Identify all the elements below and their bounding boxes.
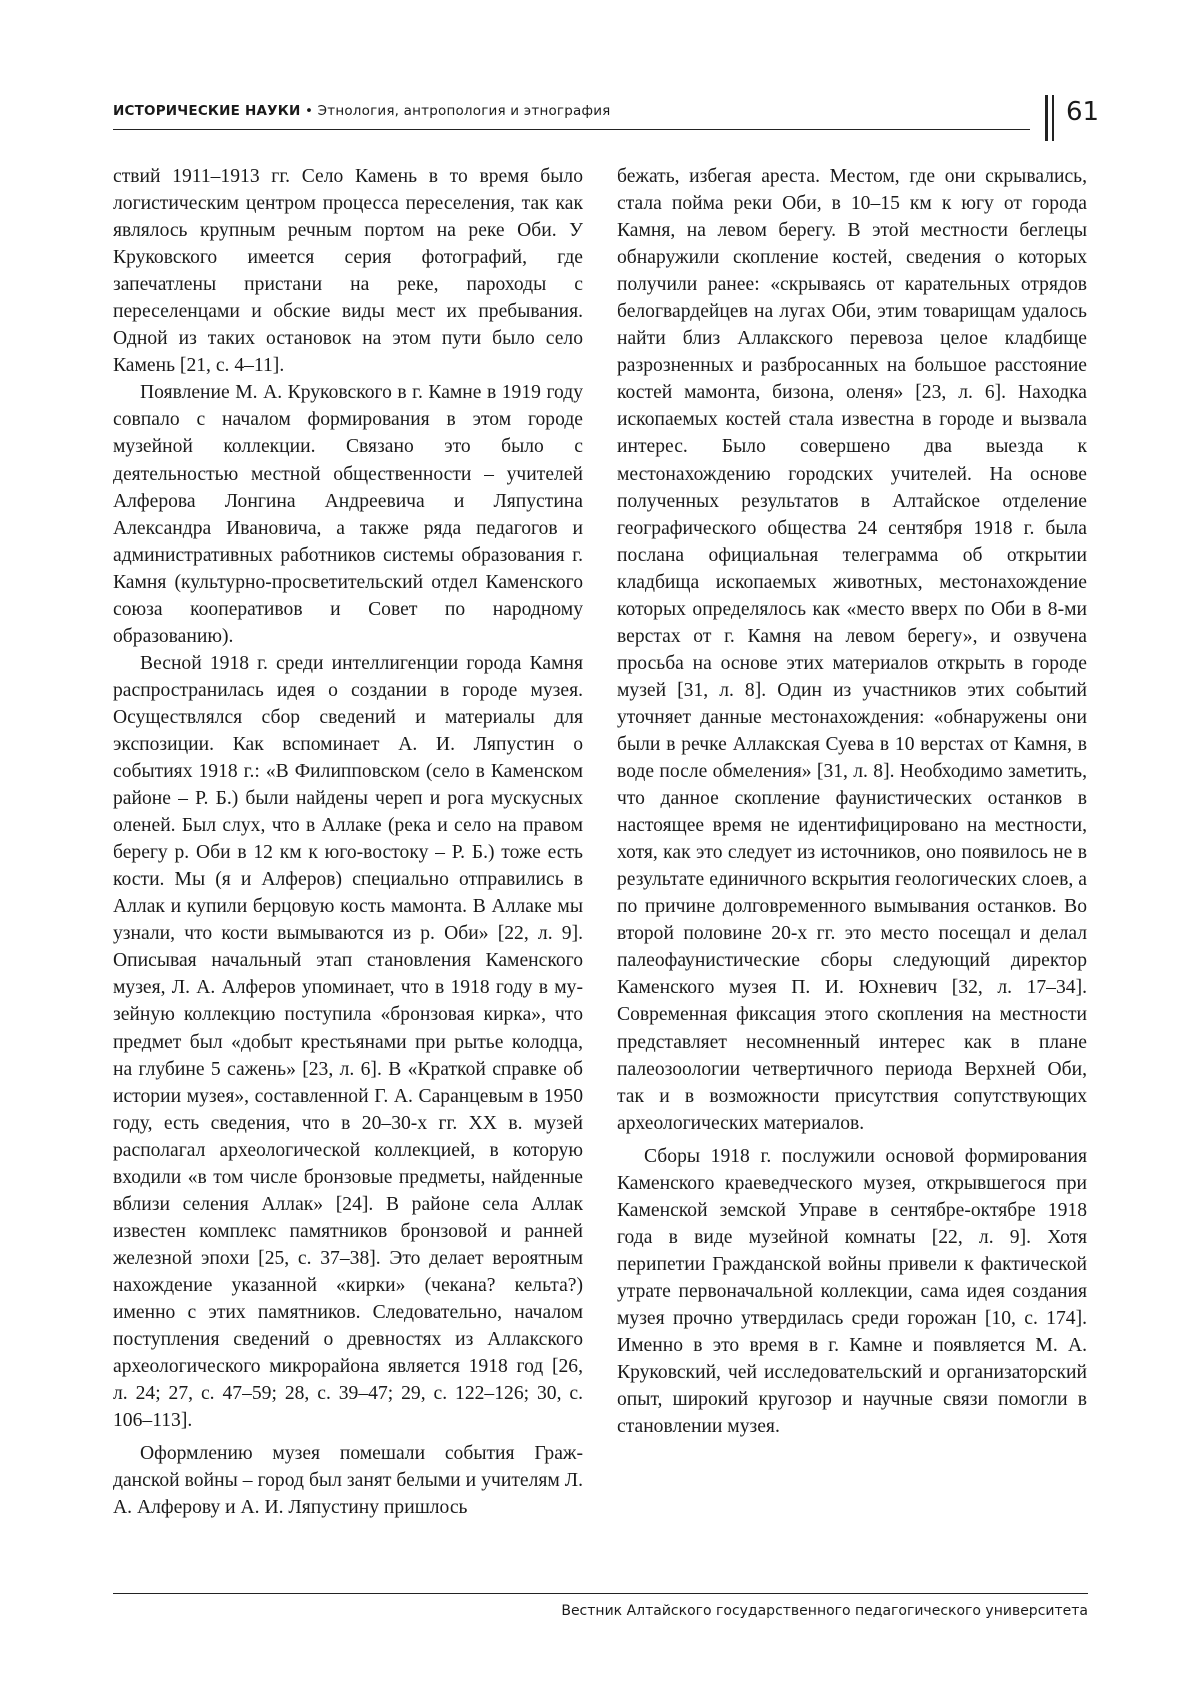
- right-paragraph-1: бежать, избегая ареста. Местом, где они скрывались, стала пойма реки Оби, в 10–15 км к югу от города Камня, на левом берегу. В этой местности беглецы обнаружили скопление костей, сведения о которых получили ранее: «скрываясь от карательных отрядов белогвардейцев на лугах Оби, этим товарищам удалось найти близ Аллакского перевоза целое кладбище разрозненных и разбросанных на большое расстояние костей мамонта, бизона, оленя» [23, л. 6]. Находка ископаемых костей стала известна в городе и вызвала интерес. Было совершено два выезда к местонахождению городских учителей. На основе полученных результатов в Алтайское отделение географического общества 24 сентября 1918 г. была послана официальная телеграмма об открытии кладбища ископаемых животных, местонахождение которых определялось как «место вверх по Оби в 8-ми верстах от г. Камня на левом берегу», и озвучена просьба на основе этих материалов открыть в городе музей [31, л. 8]. Один из участников этих событий уточняет данные местонахождения: «обнаружены они были в речке Аллакская Суева в 10 верстах от Камня, в воде после обмеления» [31, л. 8]. Необходимо заметить, что данное скопление фаунистических останков в настоящее время не идентифицировано на местности, хотя, как это следует из источников, оно появилось не в результате единичного вскрытия геологических слоев, а по причине долговременного вымывания останков. Во второй половине 20-х гг. это место посещал и делал палеофаунистические сборы следующий директор Каменского музея П. И. Юхневич [32, л. 17–34]. Современная фиксация этого скопления на местности представляет несомненный интерес как в плане палеозоологии четвертичного периода Верхней Оби, так и в возможности присутствия сопутствующих археологических материалов.: [617, 166, 1087, 1134]
- right-column: [617, 163, 1087, 1440]
- running-header: [113, 103, 1043, 119]
- left-paragraph-3: Весной 1918 г. среди интеллигенции города Камня распространилась идея о создании в городе музея. Осуществлялся сбор сведений и материалы для экспозиции. Как вспоминает А. И. Ляпустин о событиях 1918 г.: «В Филипповском (село в Каменском районе – Р. Б.) были найдены череп и рога мускусных оленей. Был слух, что в Аллаке (река и село на правом берегу р. Оби в 12 км к юго-востоку – Р. Б.) тоже есть кости. Мы (я и Алферов) специально отправились в Аллак и купили берцовую кость мамонта. В Аллаке мы узнали, что кости вымываются из р. Оби» [22, л. 9]. Описывая начальный этап становления Каменского музея, Л. А. Алферов упоминает, что в 1918 году в музейную коллекцию поступила «бронзовая кирка», что предмет был «добыт крестьянами при рытье колодца, на глубине 5 сажень» [23, л. 6]. В «Краткой справке об истории музея», составленной Г. А. Саранцевым в 1950 году, есть сведения, что в 20–30-х гг. XX в. музей располагал археологической коллекцией, в которую входили «в том числе бронзовые предметы, найденные вблизи селения Аллак» [24]. В районе села Аллак известен комплекс памятников бронзовой и ранней железной эпохи [25, с. 37–38]. Это делает вероятным нахождение указанной «кирки» (чекана? кельта?) именно с этих памятников. Следовательно, началом поступления сведений о древностях из Аллакского археологического микрорайона является 1918 год [26, л. 24; 27, с. 47–59; 28, с. 39–47; 29, с. 122–126; 30, с. 106–113].: [113, 652, 583, 1432]
- header-subsection: Этнология, антропология и этнография: [317, 103, 611, 119]
- footer-rule: [113, 1593, 1088, 1594]
- header-section: ИСТОРИЧЕСКИЕ НАУКИ: [113, 103, 301, 119]
- page-number: 61: [1066, 97, 1100, 127]
- header-separator: •: [300, 103, 318, 119]
- left-paragraph-4: Оформлению музея помешали события Гражданской войны – город был занят белыми и учителям Л. А. Алферову и А. И. Ляпустину пришлось: [113, 1443, 583, 1519]
- left-paragraph-2: Появление М. А. Круковского в г. Камне в 1919 году совпало с началом формирования в этом городе музейной коллекции. Связано это было с деятельностью местной общественности – учителей Алферова Лонгина Андреевича и Ляпустина Александра Ивановича, а также ряда педагогов и административных работников системы образования г. Камня (культурно-просветительский отдел Каменского союза кооперативов и Совет по народному образованию).: [113, 382, 583, 647]
- right-paragraph-2: Сборы 1918 г. послужили основой формирования Каменского краеведческого музея, открывшегося при Каменской земской Управе в сентябре-октябре 1918 года в виде музейной комнаты [22, л. 9]. Хотя перипетии Гражданской войны привели к фактической утрате первоначальной коллекции, сама идея создания музея прочно утвердилась среди горожан [10, с. 174]. Именно в это время в г. Камне и появляется М. А. Круковский, чей исследовательский и организаторский опыт, широкий кругозор и научные связи помогли в становлении музея.: [617, 1145, 1087, 1438]
- journal-footer: Вестник Алтайского государственного педагогического университета: [561, 1603, 1088, 1619]
- header-thin-bar: [1052, 95, 1054, 141]
- left-column: [113, 163, 583, 1521]
- header-rule: [113, 129, 1030, 130]
- left-paragraph-1: ствий 1911–1913 гг. Село Камень в то время было логистическим центром процесса переселения, так как являлось крупным речным портом на реке Оби. У Круковского имеется серия фотографий, где запечатлены пристани на реке, пароходы с переселенцами и обские виды мест их пребывания. Одной из таких остановок на этом пути было село Камень [21, с. 4–11].: [113, 166, 583, 377]
- header-thick-bar: [1045, 95, 1048, 141]
